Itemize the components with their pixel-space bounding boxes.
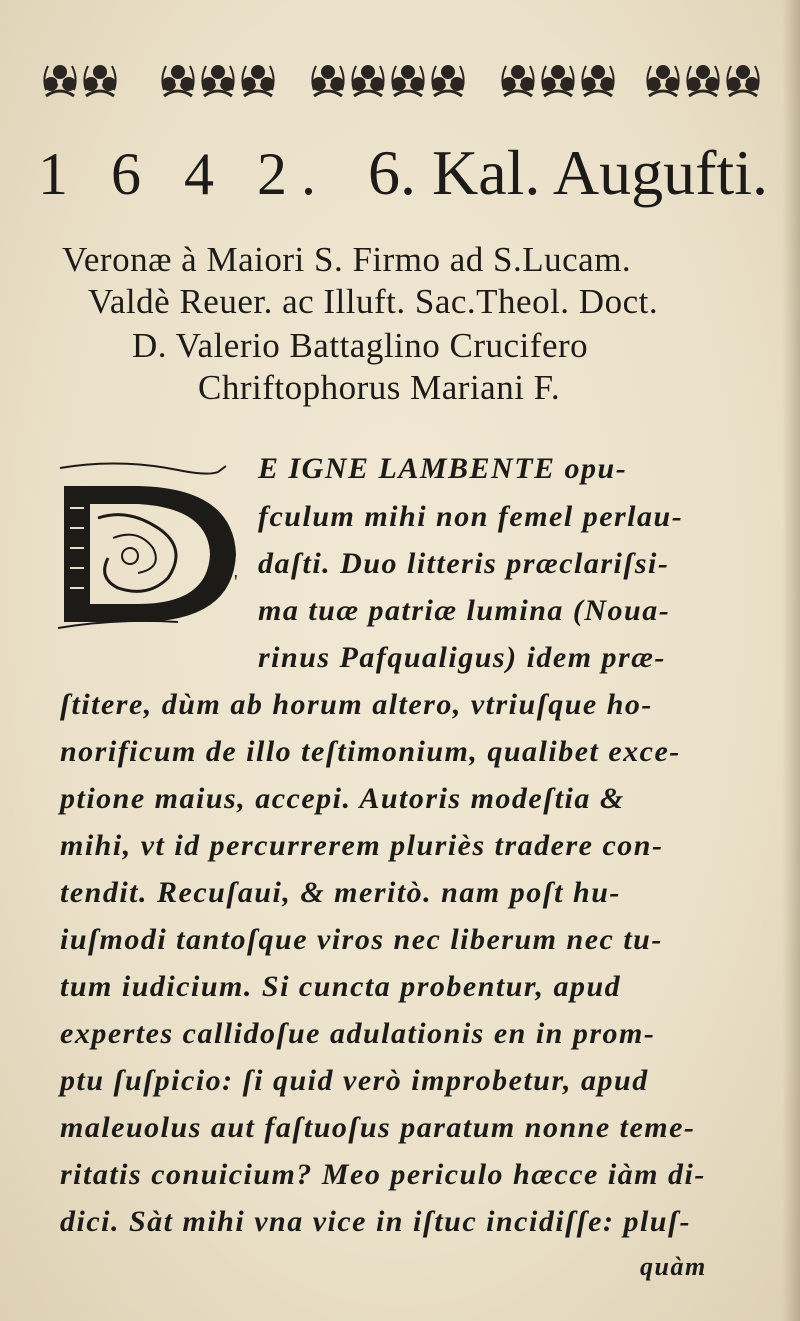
address-line-1: Veronæ à Maiori S. Firmo ad S.Lucam. [62,240,632,279]
body-line-13: expertes callidoſue adulationis en in prom- [60,1017,656,1050]
address-line-2: Valdè Reuer. ac Illuft. Sac.Theol. Doct. [88,282,659,321]
decorated-initial-d [58,458,248,636]
body-line-16: ritatis conuicium? Meo periculo hæcce iàm di- [60,1158,706,1191]
letter-date-heading [38,128,768,218]
body-line-6: ſtitere, dùm ab horum altero, vtriuſque ho- [60,688,653,721]
body-line-5: rinus Pafqualigus) idem præ- [258,641,666,674]
body-line-12: tum iudicium. Si cuncta probentur, apud [60,970,622,1003]
body-line-4: ma tuæ patriæ lumina (Noua- [258,594,671,627]
catchword: quàm [640,1252,707,1281]
body-line-2: fculum mihi non femel perlau- [258,500,684,533]
body-line-8: ptione maius, accepi. Autoris modeſtia & [60,782,625,815]
body-line-1: E IGNE LAMBENTE opu- [258,452,628,485]
body-line-11: iuſmodi tantoſque viros nec liberum nec tu- [60,923,663,956]
fleuron-ornament-band [38,52,766,112]
body-line-17: dici. Sàt mihi vna vice in iſtuc incidiſſe: pluſ- [60,1205,691,1238]
year: 1 6 4 2. [38,141,330,207]
address-line-4: Chriftophorus Mariani F. [198,368,561,407]
body-line-3: daſti. Duo litteris præclariſsi- [258,547,670,580]
body-line-10: tendit. Recuſaui, & meritò. nam poſt hu- [60,876,621,909]
body-line-14: ptu ſuſpicio: ſi quid verò improbetur, apud [60,1064,649,1097]
address-line-3: D. Valerio Battaglino Crucifero [132,326,589,365]
body-line-7: norificum de illo teſtimonium, qualibet exce- [60,735,681,768]
page-gutter-shadow [782,0,800,1321]
body-line-9: mihi, vt id percurrerem pluriès tradere con- [60,829,664,862]
svg-text:': ' [234,571,238,593]
body-line-15: maleuolus aut faſtuoſus paratum nonne teme- [60,1111,696,1144]
date: 6. Kal. Augufti. [368,137,768,208]
